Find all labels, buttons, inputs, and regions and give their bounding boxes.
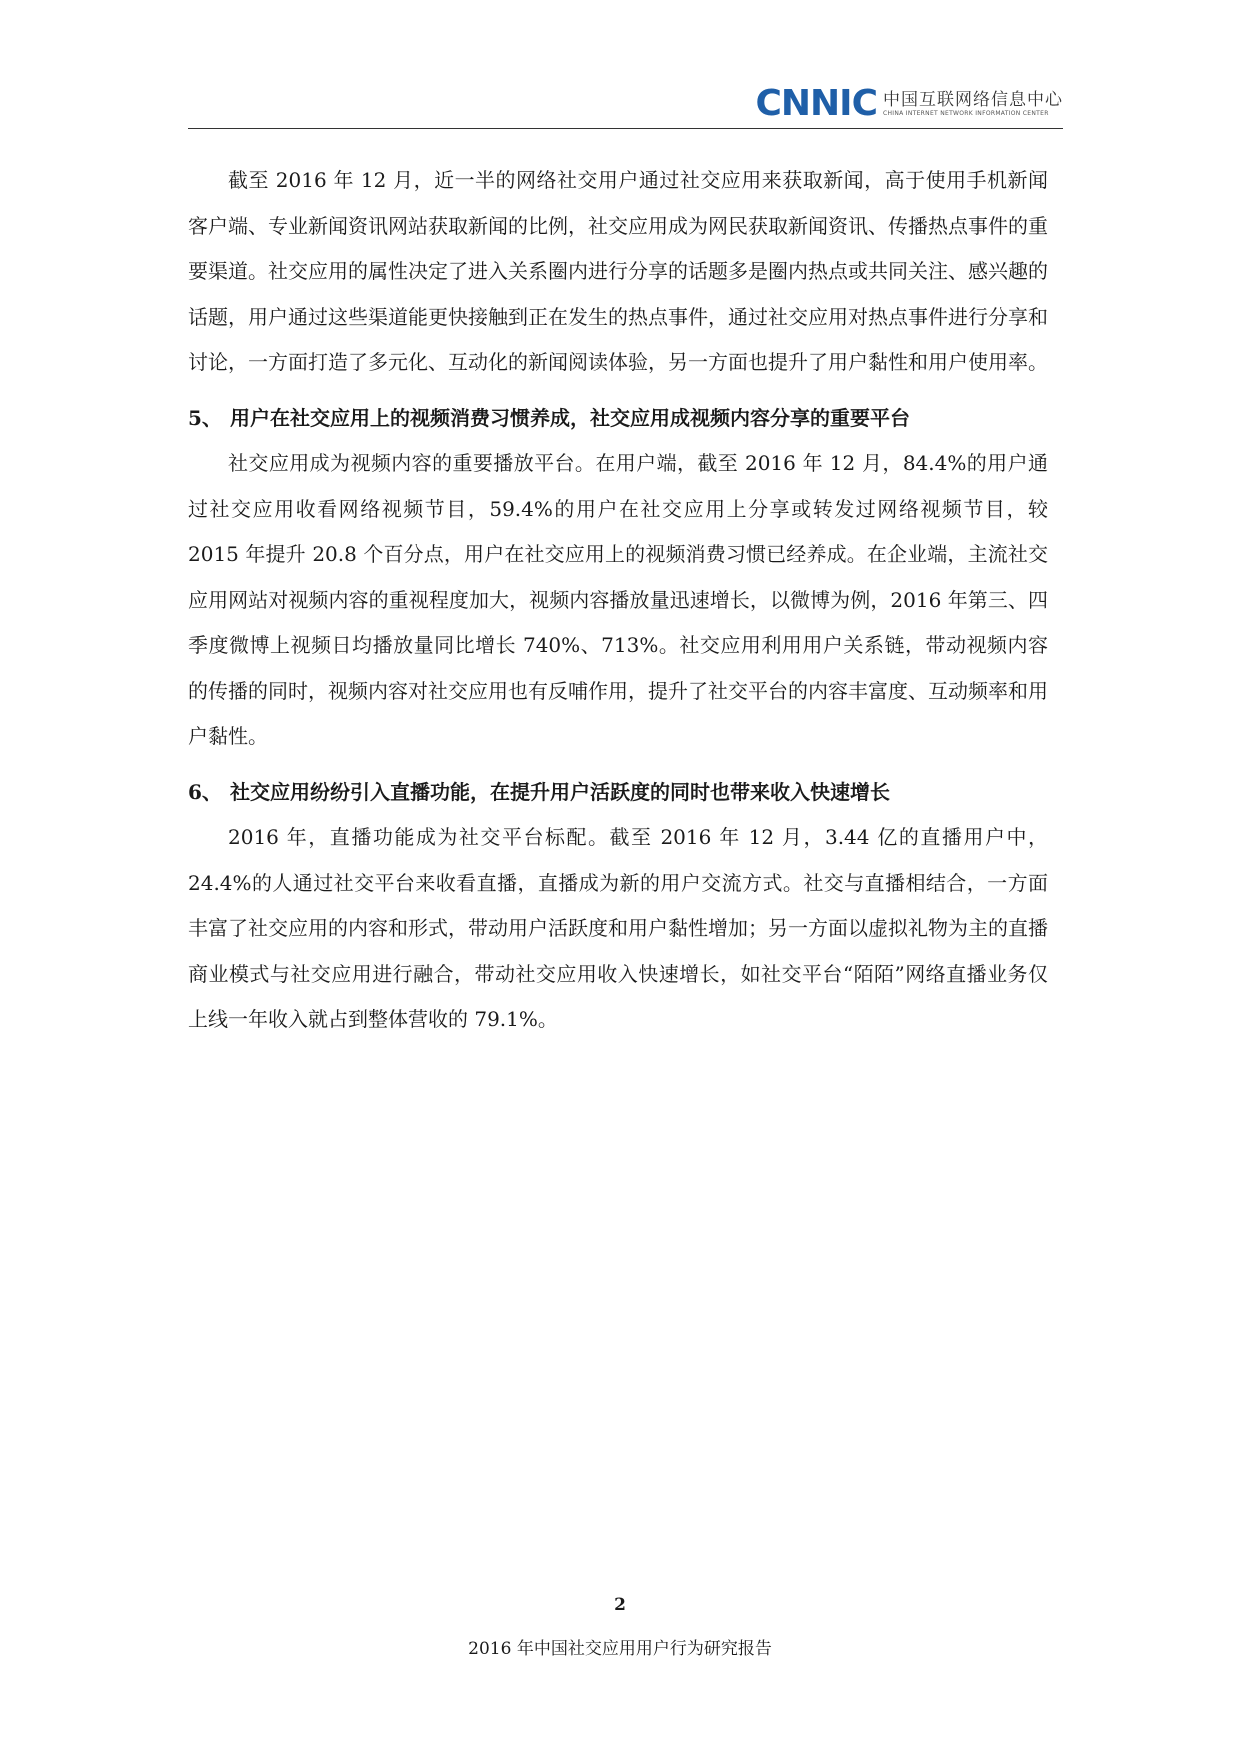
page-number: 2 — [614, 1595, 626, 1615]
paragraph-video: 社交应用成为视频内容的重要播放平台。在用户端，截至 2016 年 12 月，84.4%的用户通过社交应用收看网络视频节目，59.4%的用户在社交应用上分享或转发过网络视频节目，较 2015 年提升 20.8 个百分点，用户在社交应用上的视频消费习惯已经养成。在企业端，主流社交应用网站对视频内容的重视程度加大，视频内容播放量迅速增长，以微博为例，2016 年第三、四季度微博上视频日均播放量同比增长 740%、713%。社交应用利用用户关系链，带动视频内容的传播的同时，视频内容对社交应用也有反哺作用，提升了社交平台的内容丰富度、互动频率和用户黏性。 — [188, 451, 1048, 748]
section-number-5: 5、 — [188, 405, 222, 430]
logo-mark: CNNIC — [755, 83, 877, 124]
section-title-6: 社交应用纷纷引入直播功能，在提升用户活跃度的同时也带来收入快速增长 — [230, 779, 890, 804]
header-divider — [188, 128, 1063, 129]
section-heading-6 — [188, 770, 1048, 816]
logo-chinese-name: 中国互联网络信息中心 — [883, 90, 1063, 110]
logo-text — [883, 90, 1063, 118]
paragraph-news: 截至 2016 年 12 月，近一半的网络社交用户通过社交应用来获取新闻，高于使用手机新闻客户端、专业新闻资讯网站获取新闻的比例，社交应用成为网民获取新闻资讯、传播热点事件的重要渠道。社交应用的属性决定了进入关系圈内进行分享的话题多是圈内热点或共同关注、感兴趣的话题，用户通过这些渠道能更快接触到正在发生的热点事件，通过社交应用对热点事件进行分享和讨论，一方面打造了多元化、互动化的新闻阅读体验，另一方面也提升了用户黏性和用户使用率。 — [188, 168, 1048, 374]
section-number-6: 6、 — [188, 779, 222, 804]
footer-report-title: 2016 年中国社交应用用户行为研究报告 — [468, 1639, 772, 1659]
section-title-5: 用户在社交应用上的视频消费习惯养成，社交应用成视频内容分享的重要平台 — [230, 405, 910, 430]
spacer — [188, 386, 1048, 396]
cnnic-logo — [756, 84, 1064, 124]
section-heading-5 — [188, 396, 1048, 442]
page-header — [188, 84, 1063, 128]
spacer — [188, 760, 1048, 770]
logo-english-name: CHINA INTERNET NETWORK INFORMATION CENTER — [883, 110, 1049, 117]
document-body — [188, 158, 1048, 1043]
paragraph-live-streaming: 2016 年，直播功能成为社交平台标配。截至 2016 年 12 月，3.44 亿的直播用户中，24.4%的人通过社交平台来收看直播，直播成为新的用户交流方式。社交与直播相结合，一方面丰富了社交应用的内容和形式，带动用户活跃度和用户黏性增加；另一方面以虚拟礼物为主的直播商业模式与社交应用进行融合，带动社交应用收入快速增长，如社交平台“陌陌”网络直播业务仅上线一年收入就占到整体营收的 79.1%。 — [188, 825, 1048, 1031]
